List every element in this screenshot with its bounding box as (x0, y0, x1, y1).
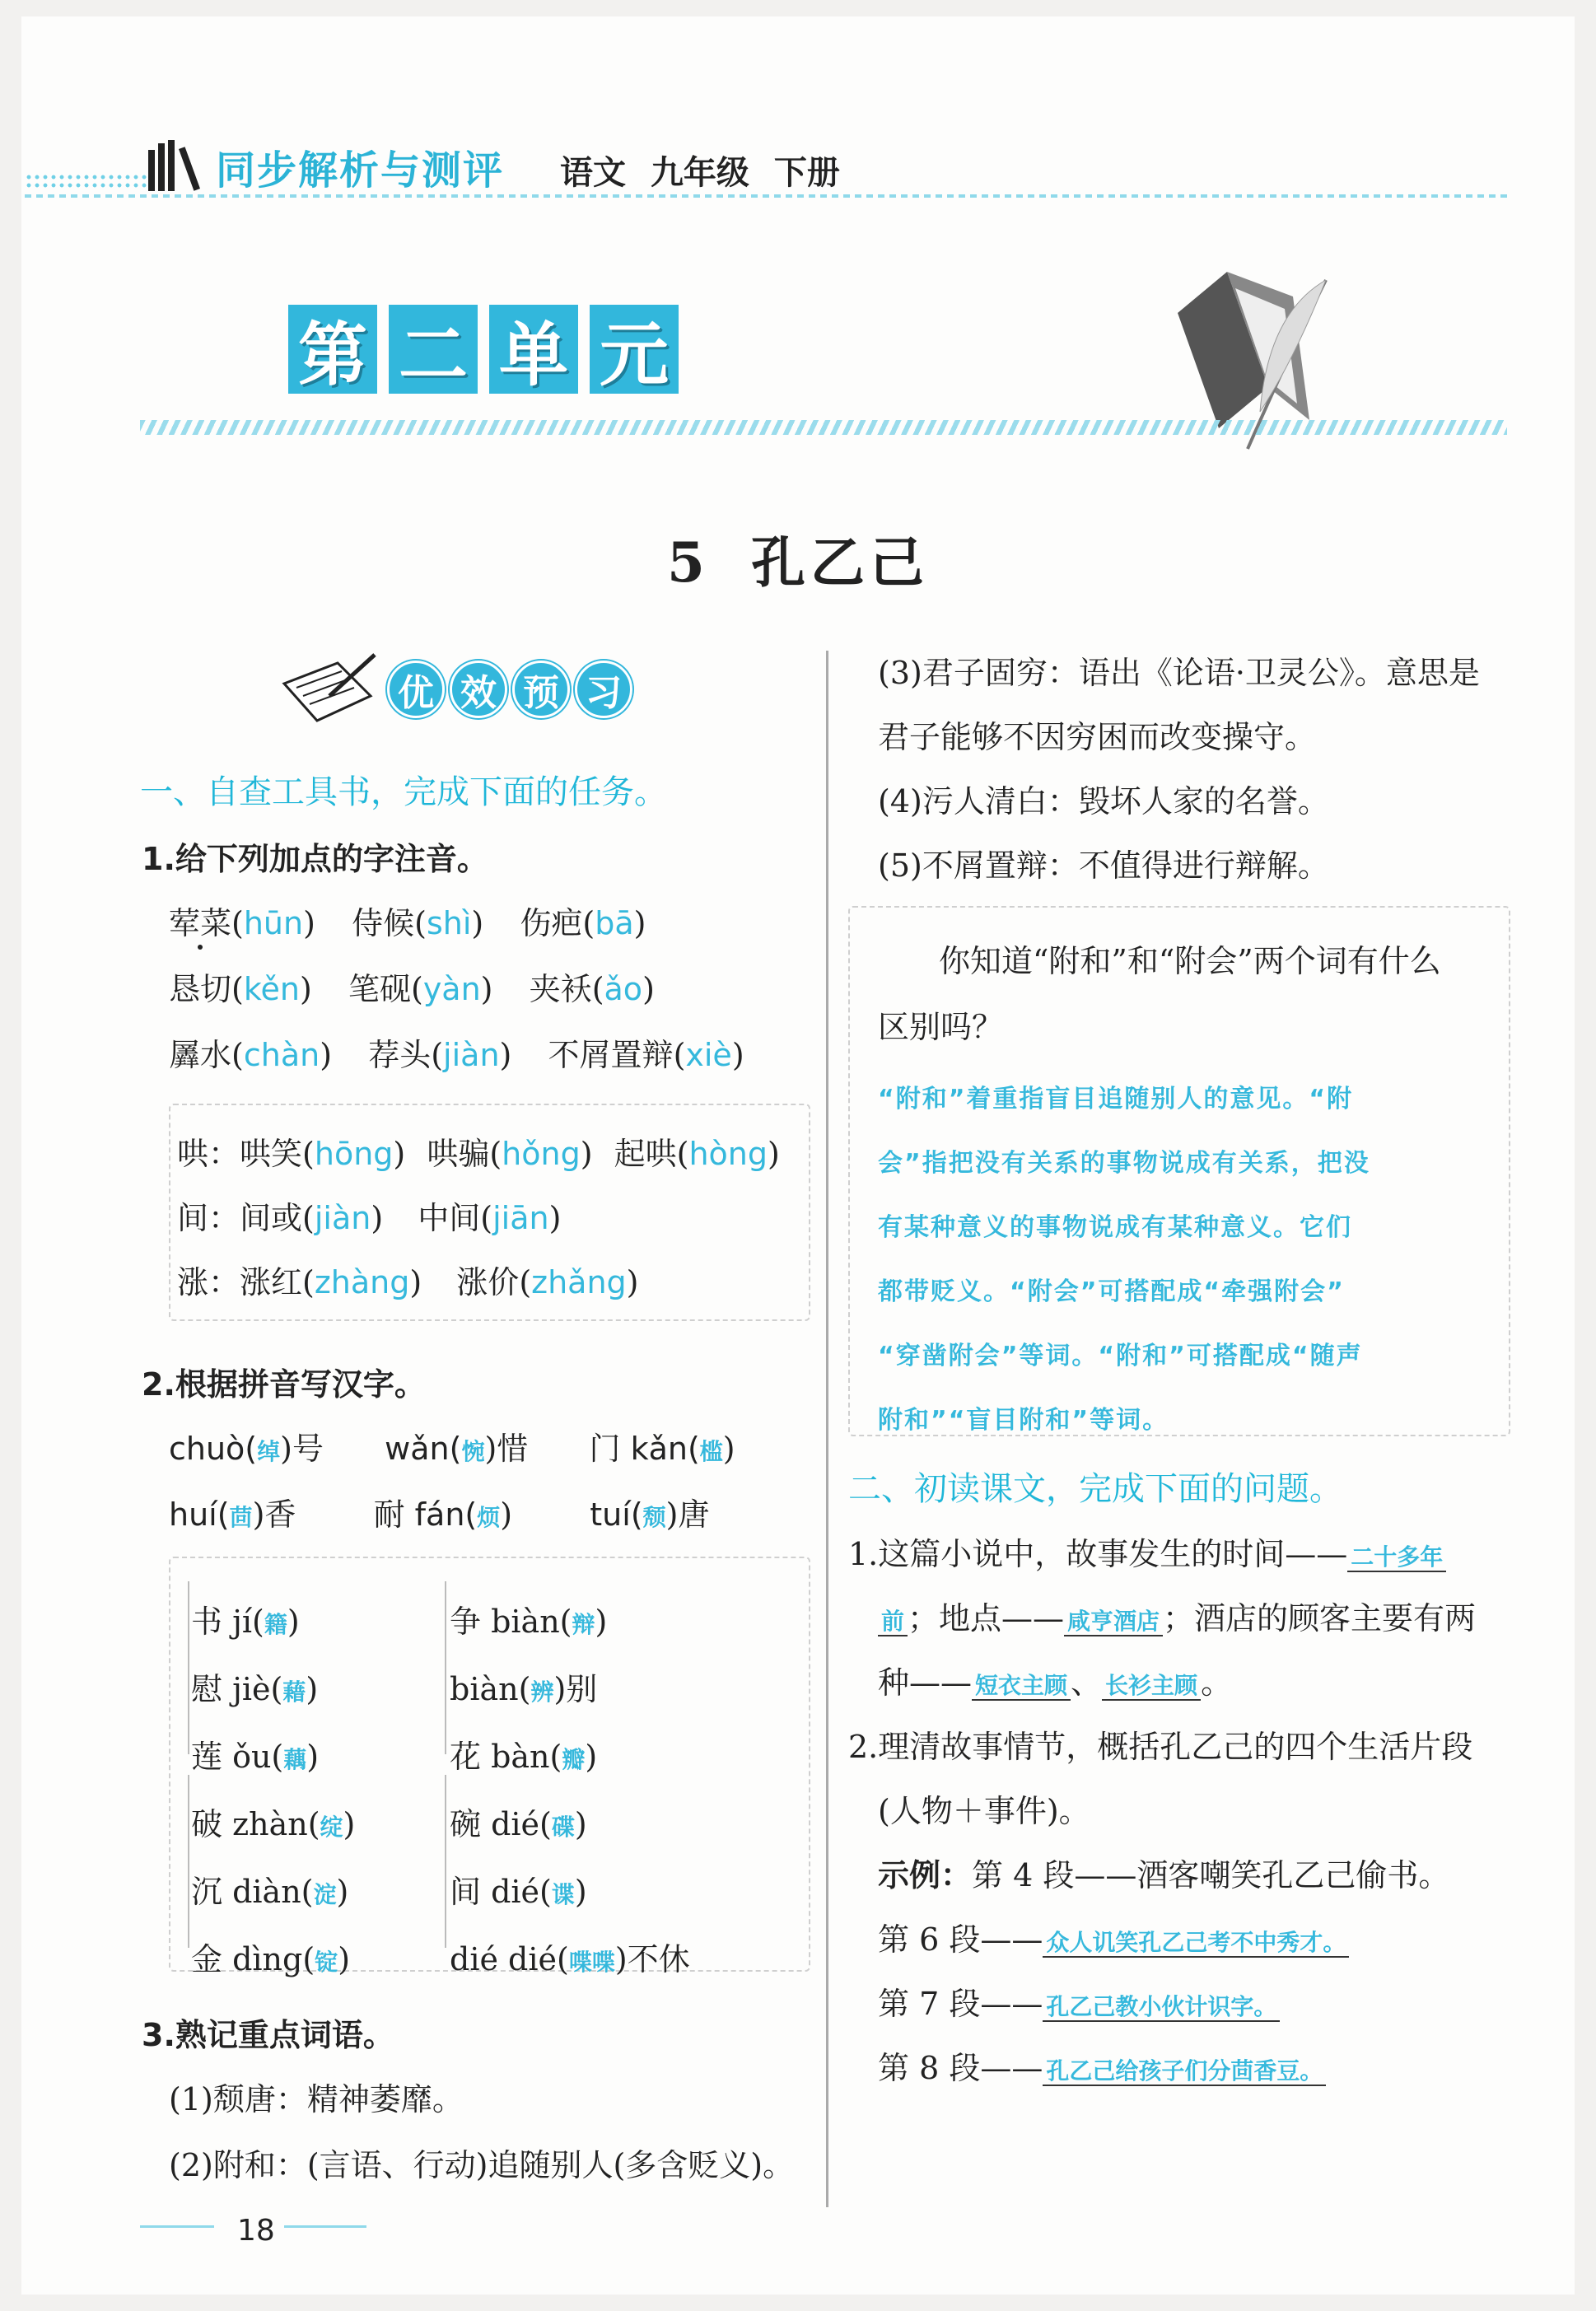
term-item: (2)附和：(言语、行动)追随别人(多含贬义)。 (169, 2147, 795, 2183)
footer-rule (284, 2225, 366, 2228)
unit-char: 二 (389, 305, 478, 394)
word: 恳切 (169, 971, 232, 1007)
pinyin-row: 恳切(kěn) 笔砚(yàn) 夹袄(ǎo) (169, 971, 655, 1007)
answer-blank: 众人讥笑孔乙己考不中秀才。 (1043, 1929, 1349, 1958)
char-answer: 惋 (461, 1438, 485, 1465)
pinyin-answer: jiàn (443, 1037, 500, 1073)
header-rule (25, 194, 1507, 198)
badge-char: 习 (575, 661, 632, 718)
char-answer: 槛 (699, 1438, 723, 1465)
write-row: chuò(绰)号 wǎn(惋)惜 门 kǎn(槛) (169, 1431, 735, 1467)
example-line: 示例：第 4 段——酒客嘲笑孔乙己偷书。 (878, 1857, 1450, 1893)
pinyin-answer: jiān (492, 1200, 549, 1236)
header-brand: 同步解析与测评 (216, 147, 505, 194)
group-brace (445, 1775, 446, 1948)
word: 夹袄 (529, 971, 592, 1007)
answer-blank: 咸亨酒店 (1064, 1608, 1163, 1636)
pinyin-answer: yàn (422, 971, 481, 1007)
polyphone-row: 间：间或(jiàn) 中间(jiān) (177, 1200, 562, 1236)
question-1: 1.给下列加点的字注音。 (142, 841, 488, 877)
reading-q1: 种—— 短衣主顾 、 长衫主顾 。 (878, 1664, 1233, 1701)
word: 荐头 (368, 1037, 432, 1073)
answer-blank: 孔乙己给孩子们分茴香豆。 (1043, 2057, 1326, 2086)
reading-q2: 2.理清故事情节，概括孔乙己的四个生活片段 (848, 1729, 1473, 1765)
pinyin-row: 羼水(chàn) 荐头(jiàn) 不屑置辩(xiè) (169, 1037, 744, 1073)
lesson-title (0, 519, 1596, 597)
word: 不屑置辩 (548, 1037, 674, 1073)
group-brace (188, 1581, 189, 1754)
answer-blank: 短衣主顾 (972, 1672, 1071, 1701)
term-item: (5)不屑置辩：不值得进行辩解。 (878, 847, 1329, 884)
char-answer: 茴 (229, 1504, 253, 1531)
pinyin-answer: kěn (243, 971, 300, 1007)
page-number: 18 (237, 2214, 275, 2248)
word: 伤疤 (520, 905, 583, 941)
header-grade: 九年级 (650, 153, 749, 192)
badge-char: 效 (450, 661, 507, 718)
pinyin-answer: jiàn (314, 1200, 371, 1236)
pinyin-answer: xiè (685, 1037, 732, 1073)
word: 侍候 (352, 905, 415, 941)
word: 羼水 (169, 1037, 232, 1073)
badge-char: 优 (387, 661, 445, 718)
char-answer: 绰 (257, 1438, 281, 1465)
pinyin-row: 荤菜(hūn) 侍候(shì) 伤疤(bā) (169, 905, 646, 941)
polyphone-row: 涨：涨红(zhàng) 涨价(zhǎng) (177, 1264, 639, 1300)
term-item: (3)君子固穷：语出《论语·卫灵公》。意思是 (878, 655, 1480, 691)
header-volume: 下册 (773, 153, 840, 192)
question-3: 3.熟记重点词语。 (142, 2017, 394, 2053)
pinyin-answer: bā (595, 905, 634, 941)
group-brace (445, 1581, 446, 1754)
pinyin-answer: chàn (243, 1037, 320, 1073)
answer-blank: 二十多年 (1347, 1543, 1446, 1572)
reading-q1: 1.这篇小说中，故事发生的时间—— 二十多年 (848, 1529, 1446, 1574)
badge-char: 预 (512, 661, 570, 718)
pinyin-answer: hǒng (502, 1136, 581, 1172)
section-heading-2: 二、初读课文，完成下面的问题。 (848, 1470, 1342, 1508)
paragraph-answer: 第 8 段—— 孔乙己给孩子们分茴香豆。 (878, 2043, 1326, 2088)
unit-stripe (140, 420, 1507, 435)
char-answer: 烦 (477, 1504, 501, 1531)
word: 荤菜 (169, 905, 232, 941)
lesson-number: 5 (667, 530, 710, 595)
answer-blank: 长衫主顾 (1102, 1672, 1201, 1701)
pinyin-answer: shì (426, 905, 472, 941)
tip-answer: “附和”着重指盲目追随别人的意见。“附 会”指把没有关系的事物说成有关系，把没 有某种意义的事物说成有某种意义。它们 都带贬义。“附会”可搭配成“牵强附会” “穿凿附会”等词。“附和”可搭配成“随声 附和”“盲目附和”等词。 (878, 1085, 1370, 1435)
term-item-cont: 君子能够不因穷困而改变操守。 (878, 719, 1317, 755)
pinyin-answer: hòng (688, 1136, 768, 1172)
unit-char: 元 (590, 305, 679, 394)
paragraph-answer: 第 6 段—— 众人讥笑孔乙己考不中秀才。 (878, 1914, 1349, 1959)
answer-blank: 孔乙己教小伙计识字。 (1043, 1993, 1280, 2022)
header-subtitle (560, 147, 840, 194)
pinyin-answer: hōng (314, 1136, 394, 1172)
column-divider (826, 651, 828, 2207)
pinyin-answer: zhàng (314, 1264, 410, 1300)
header-subject: 语文 (560, 153, 626, 192)
term-item: (4)污人清白：毁坏人家的名誉。 (878, 783, 1329, 819)
char-group-left: 书 jí(籍) 慰 jiè(藉) 莲 ǒu(藕) 破 zhàn(绽) 沉 diàn(淀) 金 dìng(锭) (191, 1604, 356, 1977)
pinyin-answer: ǎo (604, 971, 643, 1007)
tip-question: 你知道“附和”和“附会”两个词有什么 (939, 943, 1441, 979)
tip-question: 区别吗？ (878, 1009, 1004, 1045)
paragraph-answer: 第 7 段—— 孔乙己教小伙计识字。 (878, 1978, 1280, 2024)
polyphone-row: 哄：哄笑(hōng) 哄骗(hǒng) 起哄(hòng) (177, 1136, 780, 1172)
term-item: (1)颓唐：精神萎靡。 (169, 2081, 464, 2117)
footer-rule (140, 2225, 214, 2228)
char-answer: 颓 (642, 1504, 666, 1531)
char-group-right: 争 biàn(辩) biàn(辨)别 花 bàn(瓣) 碗 dié(碟) 间 dié(谍) dié dié(喋喋)不休 (450, 1604, 690, 1977)
pinyin-answer: zhǎng (531, 1264, 627, 1300)
books-icon (148, 138, 206, 191)
word: 笔砚 (348, 971, 411, 1007)
reading-q2: (人物＋事件)。 (878, 1793, 1090, 1829)
unit-title (288, 305, 679, 394)
lesson-name: 孔乙己 (750, 530, 929, 595)
question-2: 2.根据拼音写汉字。 (142, 1366, 426, 1403)
reading-q1: 前 ；地点—— 咸亨酒店 ；酒店的顾客主要有两 (878, 1593, 1476, 1638)
group-brace (188, 1775, 189, 1948)
section-heading-1: 一、自查工具书，完成下面的任务。 (140, 773, 667, 811)
pinyin-answer: hūn (243, 905, 304, 941)
unit-char: 第 (288, 305, 377, 394)
write-row: huí(茴)香 耐 fán(烦) tuí(颓)唐 (169, 1496, 710, 1533)
unit-char: 单 (489, 305, 578, 394)
preview-badge (387, 661, 632, 718)
notebook-pen-icon (280, 651, 379, 725)
answer-blank: 前 (878, 1608, 908, 1636)
header-dots (25, 173, 148, 189)
